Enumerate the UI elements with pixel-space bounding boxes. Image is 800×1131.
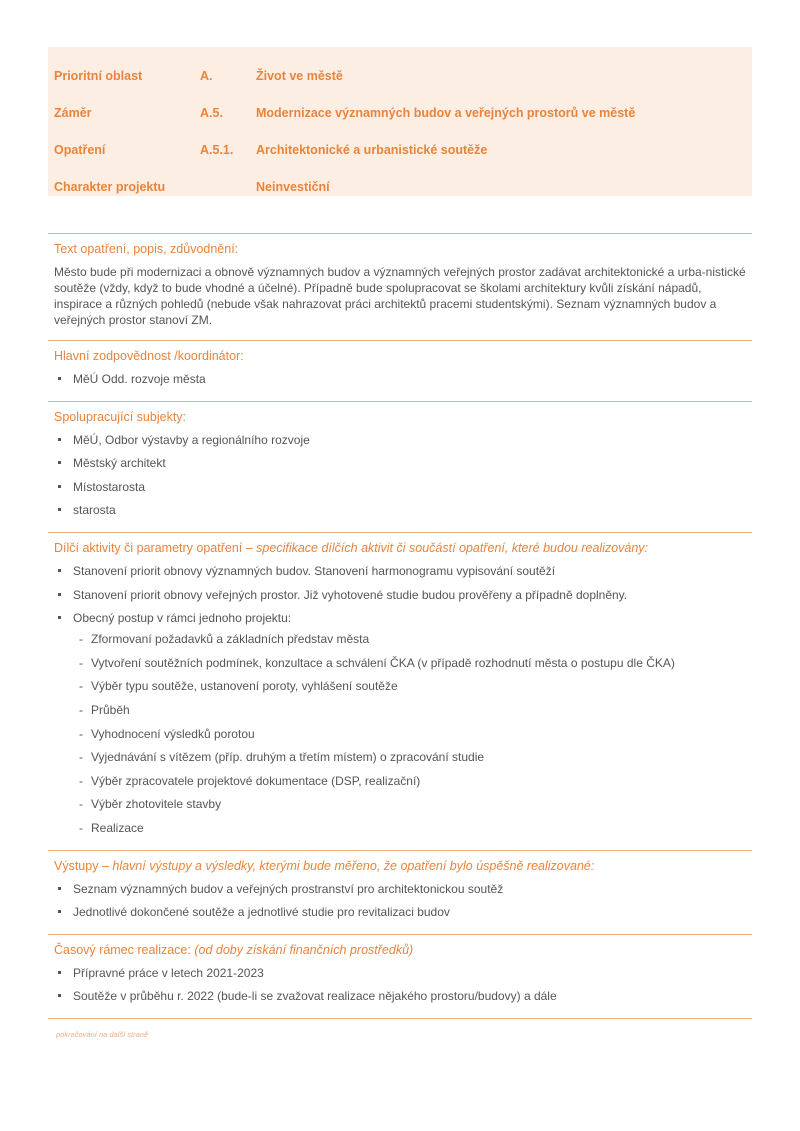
header-label: Opatření [54,142,106,157]
sub-list-item: - Vytvoření soutěžních podmínek, konzultace a schválení ČKA (v případě rozhodnutí města o postupu dle ČKA) [79,655,675,670]
list-item: MěÚ, Odbor výstavby a regionálního rozvoje [54,432,752,448]
section-activities [48,532,752,850]
header-row-intent [48,94,752,131]
section-title: Dílčí aktivity či parametry opatření – specifikace dílčích aktivit či součástí opatření, které budou realizovány: [54,540,649,555]
section-title: Hlavní zodpovědnost /koordinátor: [54,349,244,363]
dash-icon: - [79,820,83,835]
section-title: Časový rámec realizace: (od doby získání finančních prostředků) [54,942,414,957]
document-page [48,47,752,1039]
section-title: Výstupy – hlavní výstupy a výsledky, kterými bude měřeno, že opatření bylo úspěšně realizované: [54,858,595,873]
header-value: Architektonické a urbanistické soutěže [256,142,488,157]
list-item: Stanovení priorit obnovy významných budov. Stanovení harmonogramu vypisování soutěží [54,563,752,579]
sub-list-item: - Vyjednávání s vítězem (příp. druhým a třetím místem) o zpracování studie [79,750,485,765]
list-item: Obecný postup v rámci jednoho projektu: - Zformovaní požadavků a základních představ města - Vytvoření soutěžních podmínek, konzultace a schválení ČKA (v případě rozhodnutí města o postupu dle ČKA) - Výběr typu soutěže, ustanovení poroty, vyhlášení soutěže - Průběh - Vyhodnocení výsledků porotou - Vyjednávání s vítězem (příp. druhým a třetím místem) o zpracování studie - Výběr zpracovatele projektové dokumentace (DSP, realizační) - Výběr zhotovitele stavby - Realizace [54,610,752,836]
sub-list-item: - Výběr zhotovitele stavby [79,797,222,812]
bullet-icon [58,616,61,619]
section-timeframe [48,934,752,1019]
list-item: Přípravné práce v letech 2021-2023 [54,965,752,981]
sub-list-item: - Zformovaní požadavků a základních představ města [79,632,370,647]
dash-icon: - [79,726,83,741]
dash-icon: - [79,632,83,647]
header-code: A. [200,68,213,83]
list-item: Místostarosta [54,479,752,495]
header-value: Neinvestiční [256,179,330,194]
bullet-icon [58,485,61,488]
list-item: Soutěže v průběhu r. 2022 (bude-li se zvažovat realizace nějakého prostoru/budovy) a dále [54,988,752,1004]
bullet-icon [58,438,61,441]
dash-icon: - [79,750,83,765]
header-row-project-character [48,168,752,205]
measure-header-box [48,47,752,196]
header-row-priority-area [48,57,752,94]
section-description [48,233,752,340]
bullet-icon [58,593,61,596]
description-text: Město bude při modernizaci a obnově významných budov a významných veřejných prostor zadávat architektonické a urba-nistické soutěže (vždy, když to bude vhodné a účelné). Případně bude spolupracovat se školami architektury kvůli získání nápadů, inspirace a různých pohledů (nebude však nahrazovat práci architektů pracemi studentskými). Seznam významných budov a veřejných prostor stanoví ZM. [54,265,746,327]
bullet-icon [58,887,61,890]
section-partners [48,401,752,532]
header-code: A.5.1. [200,142,234,157]
sub-list-item: - Vyhodnocení výsledků porotou [79,726,255,741]
header-label: Prioritní oblast [54,68,143,83]
sub-list-item: - Realizace [79,820,144,835]
header-row-measure [48,131,752,168]
header-label: Záměr [54,105,92,120]
bullet-icon [58,508,61,511]
sub-list-item: - Průběh [79,702,130,717]
dash-icon: - [79,773,83,788]
dash-icon: - [79,797,83,812]
section-title: Text opatření, popis, zdůvodnění: [54,242,239,256]
header-value: Život ve městě [256,68,343,83]
list-item: starosta [54,502,752,518]
section-responsibility [48,340,752,401]
bullet-icon [58,971,61,974]
bullet-icon [58,461,61,464]
sub-list-item: - Výběr typu soutěže, ustanovení poroty, vyhlášení soutěže [79,679,398,694]
header-label: Charakter projektu [54,179,166,194]
bullet-icon [58,569,61,572]
list-item: Jednotlivé dokončené soutěže a jednotlivé studie pro revitalizaci budov [54,904,752,920]
section-outputs [48,850,752,934]
list-item: Stanovení priorit obnovy veřejných prostor. Již vyhotovené studie budou prověřeny a případně doplněny. [54,587,752,603]
sub-list-item: - Výběr zpracovatele projektové dokumentace (DSP, realizační) [79,773,421,788]
bullet-icon [58,910,61,913]
dash-icon: - [79,679,83,694]
list-item: Seznam významných budov a veřejných prostranství pro architektonickou soutěž [54,881,752,897]
bullet-icon [58,994,61,997]
bullet-icon [58,377,61,380]
section-title: Spolupracující subjekty: [54,409,187,424]
continued-note: pokračování na další straně [56,1029,149,1039]
header-value: Modernizace významných budov a veřejných prostorů ve městě [256,105,636,120]
dash-icon: - [79,702,83,717]
list-item: MěÚ Odd. rozvoje města [54,371,752,387]
header-code: A.5. [200,105,223,120]
list-item: Městský architekt [54,455,752,471]
dash-icon: - [79,655,83,670]
